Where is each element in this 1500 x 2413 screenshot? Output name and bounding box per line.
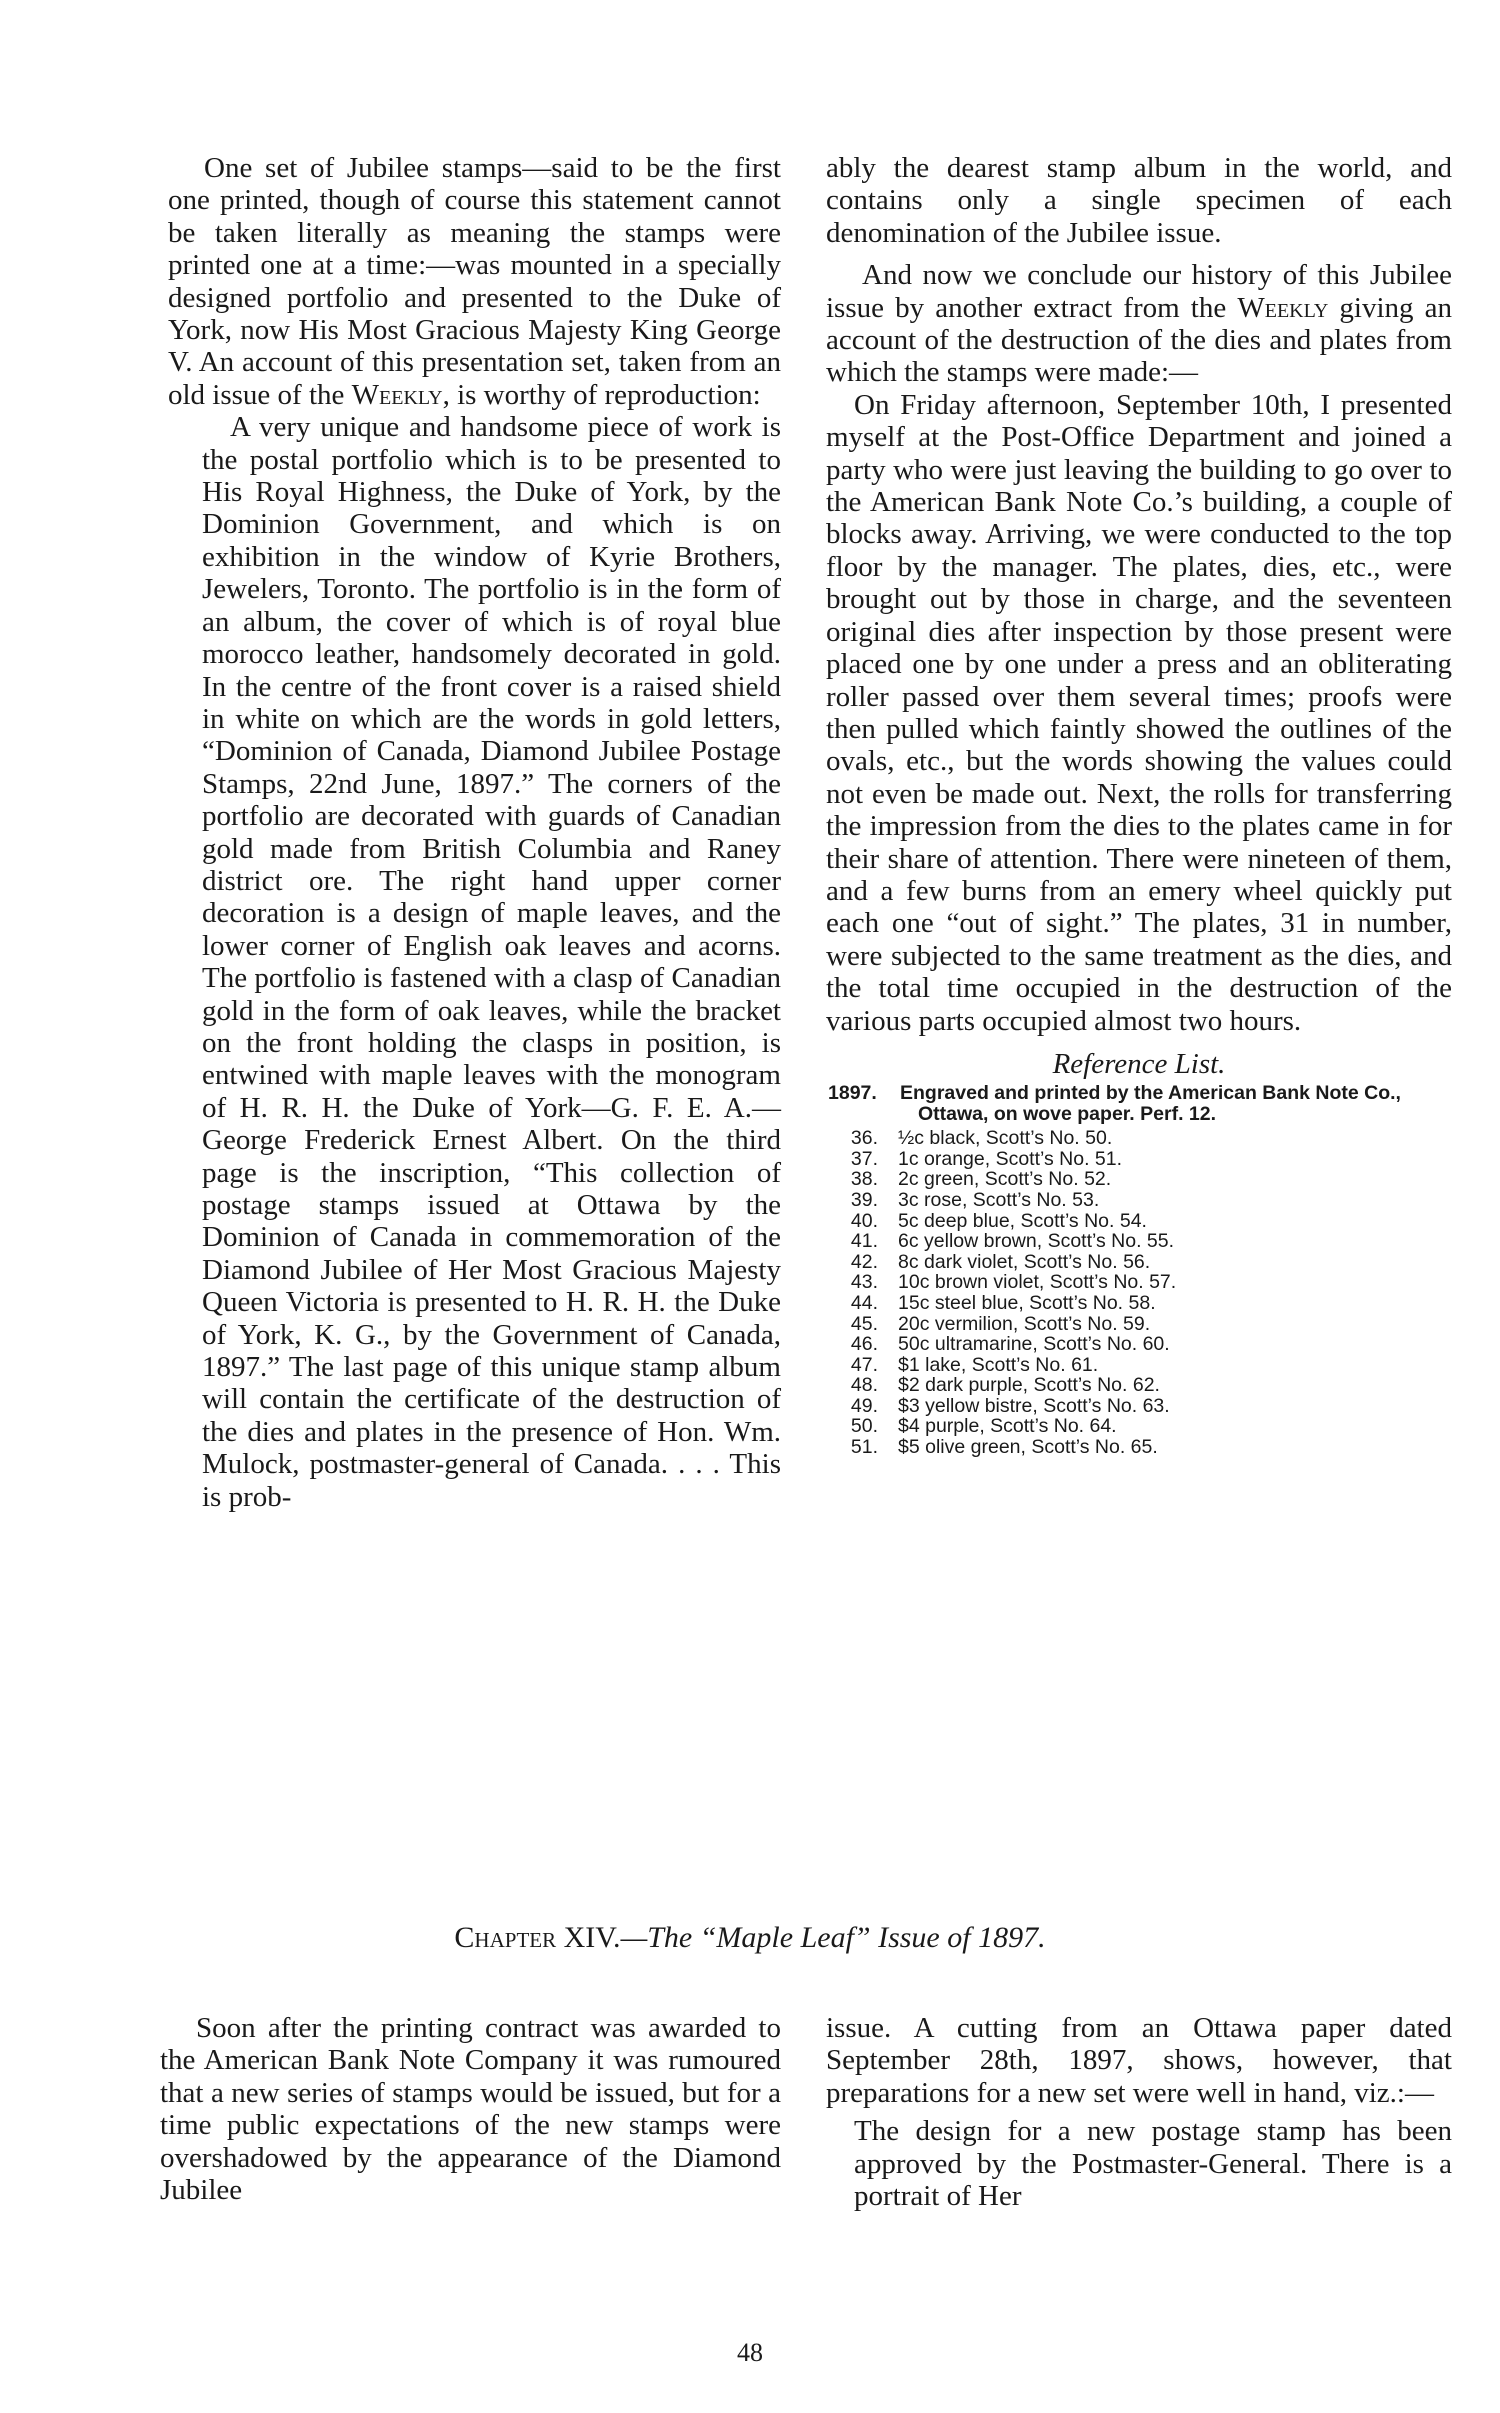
reference-row xyxy=(826,1437,1452,1458)
weekly-name-2: Weekly xyxy=(1237,291,1329,324)
reference-year: 1897. xyxy=(828,1081,877,1104)
reference-number: 48. xyxy=(850,1374,878,1397)
reference-header xyxy=(826,1083,1452,1124)
design-quote: The design for a new postage stamp has been approved by the Postmaster-General. There is a portrait of Her xyxy=(854,2115,1452,2213)
reference-list-title: Reference List. xyxy=(1052,1047,1226,1080)
reference-number: 39. xyxy=(850,1188,878,1211)
chapter-heading xyxy=(0,1920,1500,1956)
reference-number: 36. xyxy=(850,1127,878,1150)
reference-row xyxy=(826,1128,1452,1149)
reference-row xyxy=(826,1375,1452,1396)
chapter-title: —The “Maple Leaf” Issue of 1897. xyxy=(620,1921,1046,1954)
reference-stamp: $5 olive green, Scott’s No. 65. xyxy=(898,1436,1158,1459)
reference-number: 40. xyxy=(850,1209,878,1232)
reference-number: 41. xyxy=(850,1230,878,1253)
reference-stamp: 1c orange, Scott’s No. 51. xyxy=(898,1147,1123,1170)
maple-leaf-continuation: issue. A cutting from an Ottawa paper dated September 28th, 1897, shows, however, that preparations for a new set were well in hand, viz.:— xyxy=(826,2012,1452,2109)
reference-row xyxy=(826,1149,1452,1170)
intro-text: One set of Jubilee stamps—said to be the first one printed, though of course this statement cannot be taken literally as meaning the stamps were printed one at a time:—was mounted in a specially designed portfolio and presented to the Duke of York, now His Most Gracious Majesty King George V. An account of this presentation set, taken from an old issue of the xyxy=(168,152,781,411)
portfolio-quote: A very unique and handsome piece of work is the postal portfolio which is to be presented to His Royal Highness, the Duke of York, by the Dominion Government, and which is on exhibition in the window of Kyrie Brothers, Jewelers, Toronto. The portfolio is in the form of an album, the cover of which is of royal blue morocco leather, handsomely decorated in gold. In the centre of the front cover is a raised shield in white on which are the words in gold letters, “Dominion of Canada, Diamond Jubilee Postage Stamps, 22nd June, 1897.” The corners of the portfolio are decorated with guards of Canadian gold made from British Columbia and Raney district ore. The right hand upper corner decoration is a design of maple leaves, and the lower corner of English oak leaves and acorns. The portfolio is fastened with a clasp of Canadian gold in the form of oak leaves, while the bracket on the front holding the clasps in position, is entwined with maple leaves with the monogram of H. R. H. the Duke of York—G. F. E. A.—George Frederick Ernest Albert. On the third page is the inscription, “This collection of postage stamps issued at Ottawa by the Dominion of Canada in commemoration of the Diamond Jubilee of Her Most Gracious Majesty Queen Victoria is presented to H. R. H. the Duke of York, K. G., by the Government of Canada, 1897.” The last page of this unique stamp album will contain the certificate of the destruction of the dies and plates in the presence of Hon. Wm. Mulock, postmaster-general of Canada. . . . This is prob- xyxy=(202,411,781,1513)
reference-stamp: $2 dark purple, Scott’s No. 62. xyxy=(898,1374,1160,1397)
destruction-intro-paragraph xyxy=(826,259,1452,389)
reference-stamp: $4 purple, Scott’s No. 64. xyxy=(898,1415,1117,1438)
right-column xyxy=(826,152,1452,1458)
reference-rows xyxy=(826,1128,1452,1458)
reference-stamp: 2c green, Scott’s No. 52. xyxy=(898,1168,1112,1191)
reference-number: 49. xyxy=(850,1394,878,1417)
reference-number: 50. xyxy=(850,1415,878,1438)
bottom-right-column xyxy=(826,2012,1452,2212)
reference-description: Engraved and printed by the American Bank Note Co., Ottawa, on wove paper. Perf. 12. xyxy=(900,1081,1401,1125)
weekly-name: Weekly, xyxy=(351,378,450,411)
reference-row xyxy=(826,1396,1452,1417)
destruction-quote: On Friday afternoon, September 10th, I presented myself at the Post-Office Department and joined a party who were just leaving the building to go over to the American Bank Note Co.’s building, a couple of blocks away. Arriving, we were conducted to the top floor by the manager. The plates, dies, etc., were brought out by those in charge, and the seventeen original dies after inspection by those present were placed one by one under a press and an obliterating roller passed over them several times; proofs were then pulled which faintly showed the outlines of the ovals, etc., but the words showing the values could not even be made out. Next, the rolls for transferring the impression from the dies to the plates came in for their share of attention. There were nineteen of them, and a few burns from an emery wheel quickly put each one “out of sight.” The plates, 31 in number, were subjected to the same treatment as the dies, and the total time occupied in the destruction of the various parts occupied almost two hours. xyxy=(826,388,1452,1037)
reference-number: 51. xyxy=(850,1436,878,1459)
reference-row xyxy=(826,1190,1452,1211)
reference-row xyxy=(826,1252,1452,1273)
maple-leaf-intro: Soon after the printing contract was awarded to the American Bank Note Company it was rumoured that a new series of stamps would be issued, but for a time public expectations of the new stamps were overshadowed by the appearance of the Diamond Jubilee xyxy=(160,2012,781,2207)
reference-row xyxy=(826,1416,1452,1437)
reference-stamp: $1 lake, Scott’s No. 61. xyxy=(898,1353,1099,1376)
reference-stamp: 15c steel blue, Scott’s No. 58. xyxy=(898,1291,1156,1314)
chapter-label: Chapter XIV. xyxy=(454,1921,621,1954)
reference-stamp: $3 yellow bistre, Scott’s No. 63. xyxy=(898,1394,1170,1417)
reference-list xyxy=(826,1083,1452,1458)
reference-number: 46. xyxy=(850,1333,878,1356)
reference-row xyxy=(826,1211,1452,1232)
reference-number: 44. xyxy=(850,1291,878,1314)
reference-stamp: 10c brown violet, Scott’s No. 57. xyxy=(898,1271,1177,1294)
reference-number: 38. xyxy=(850,1168,878,1191)
reference-number: 42. xyxy=(850,1250,878,1273)
reference-row xyxy=(826,1293,1452,1314)
reference-stamp: 6c yellow brown, Scott’s No. 55. xyxy=(898,1230,1175,1253)
reference-stamp: 20c vermilion, Scott’s No. 59. xyxy=(898,1312,1151,1335)
left-column xyxy=(168,152,781,1513)
bottom-left-column xyxy=(160,2012,781,2206)
reference-stamp: 50c ultramarine, Scott’s No. 60. xyxy=(898,1333,1170,1356)
reference-number: 43. xyxy=(850,1271,878,1294)
intro-paragraph xyxy=(168,152,781,411)
reference-stamp: ½c black, Scott’s No. 50. xyxy=(898,1127,1113,1150)
reference-number: 37. xyxy=(850,1147,878,1170)
reference-number: 47. xyxy=(850,1353,878,1376)
reference-row xyxy=(826,1314,1452,1335)
reference-stamp: 5c deep blue, Scott’s No. 54. xyxy=(898,1209,1147,1232)
intro-text-end: is worthy of reproduction: xyxy=(457,378,761,411)
reference-stamp: 3c rose, Scott’s No. 53. xyxy=(898,1188,1100,1211)
reference-row xyxy=(826,1272,1452,1293)
reference-number: 45. xyxy=(850,1312,878,1335)
destruction-intro-text: And now we conclude our history of this Jubilee issue by another extract from the xyxy=(826,259,1452,324)
reference-row xyxy=(826,1334,1452,1355)
reference-row xyxy=(826,1355,1452,1376)
continuation-paragraph: ably the dearest stamp album in the world, and contains only a single specimen of each denomination of the Jubilee issue. xyxy=(826,152,1452,249)
page-number: 48 xyxy=(737,2338,763,2367)
destruction-intro-text-end: giving an account of the destruction of the dies and plates from which the stamps were made:— xyxy=(826,291,1453,389)
reference-stamp: 8c dark violet, Scott’s No. 56. xyxy=(898,1250,1151,1273)
reference-row xyxy=(826,1231,1452,1252)
reference-row xyxy=(826,1169,1452,1190)
